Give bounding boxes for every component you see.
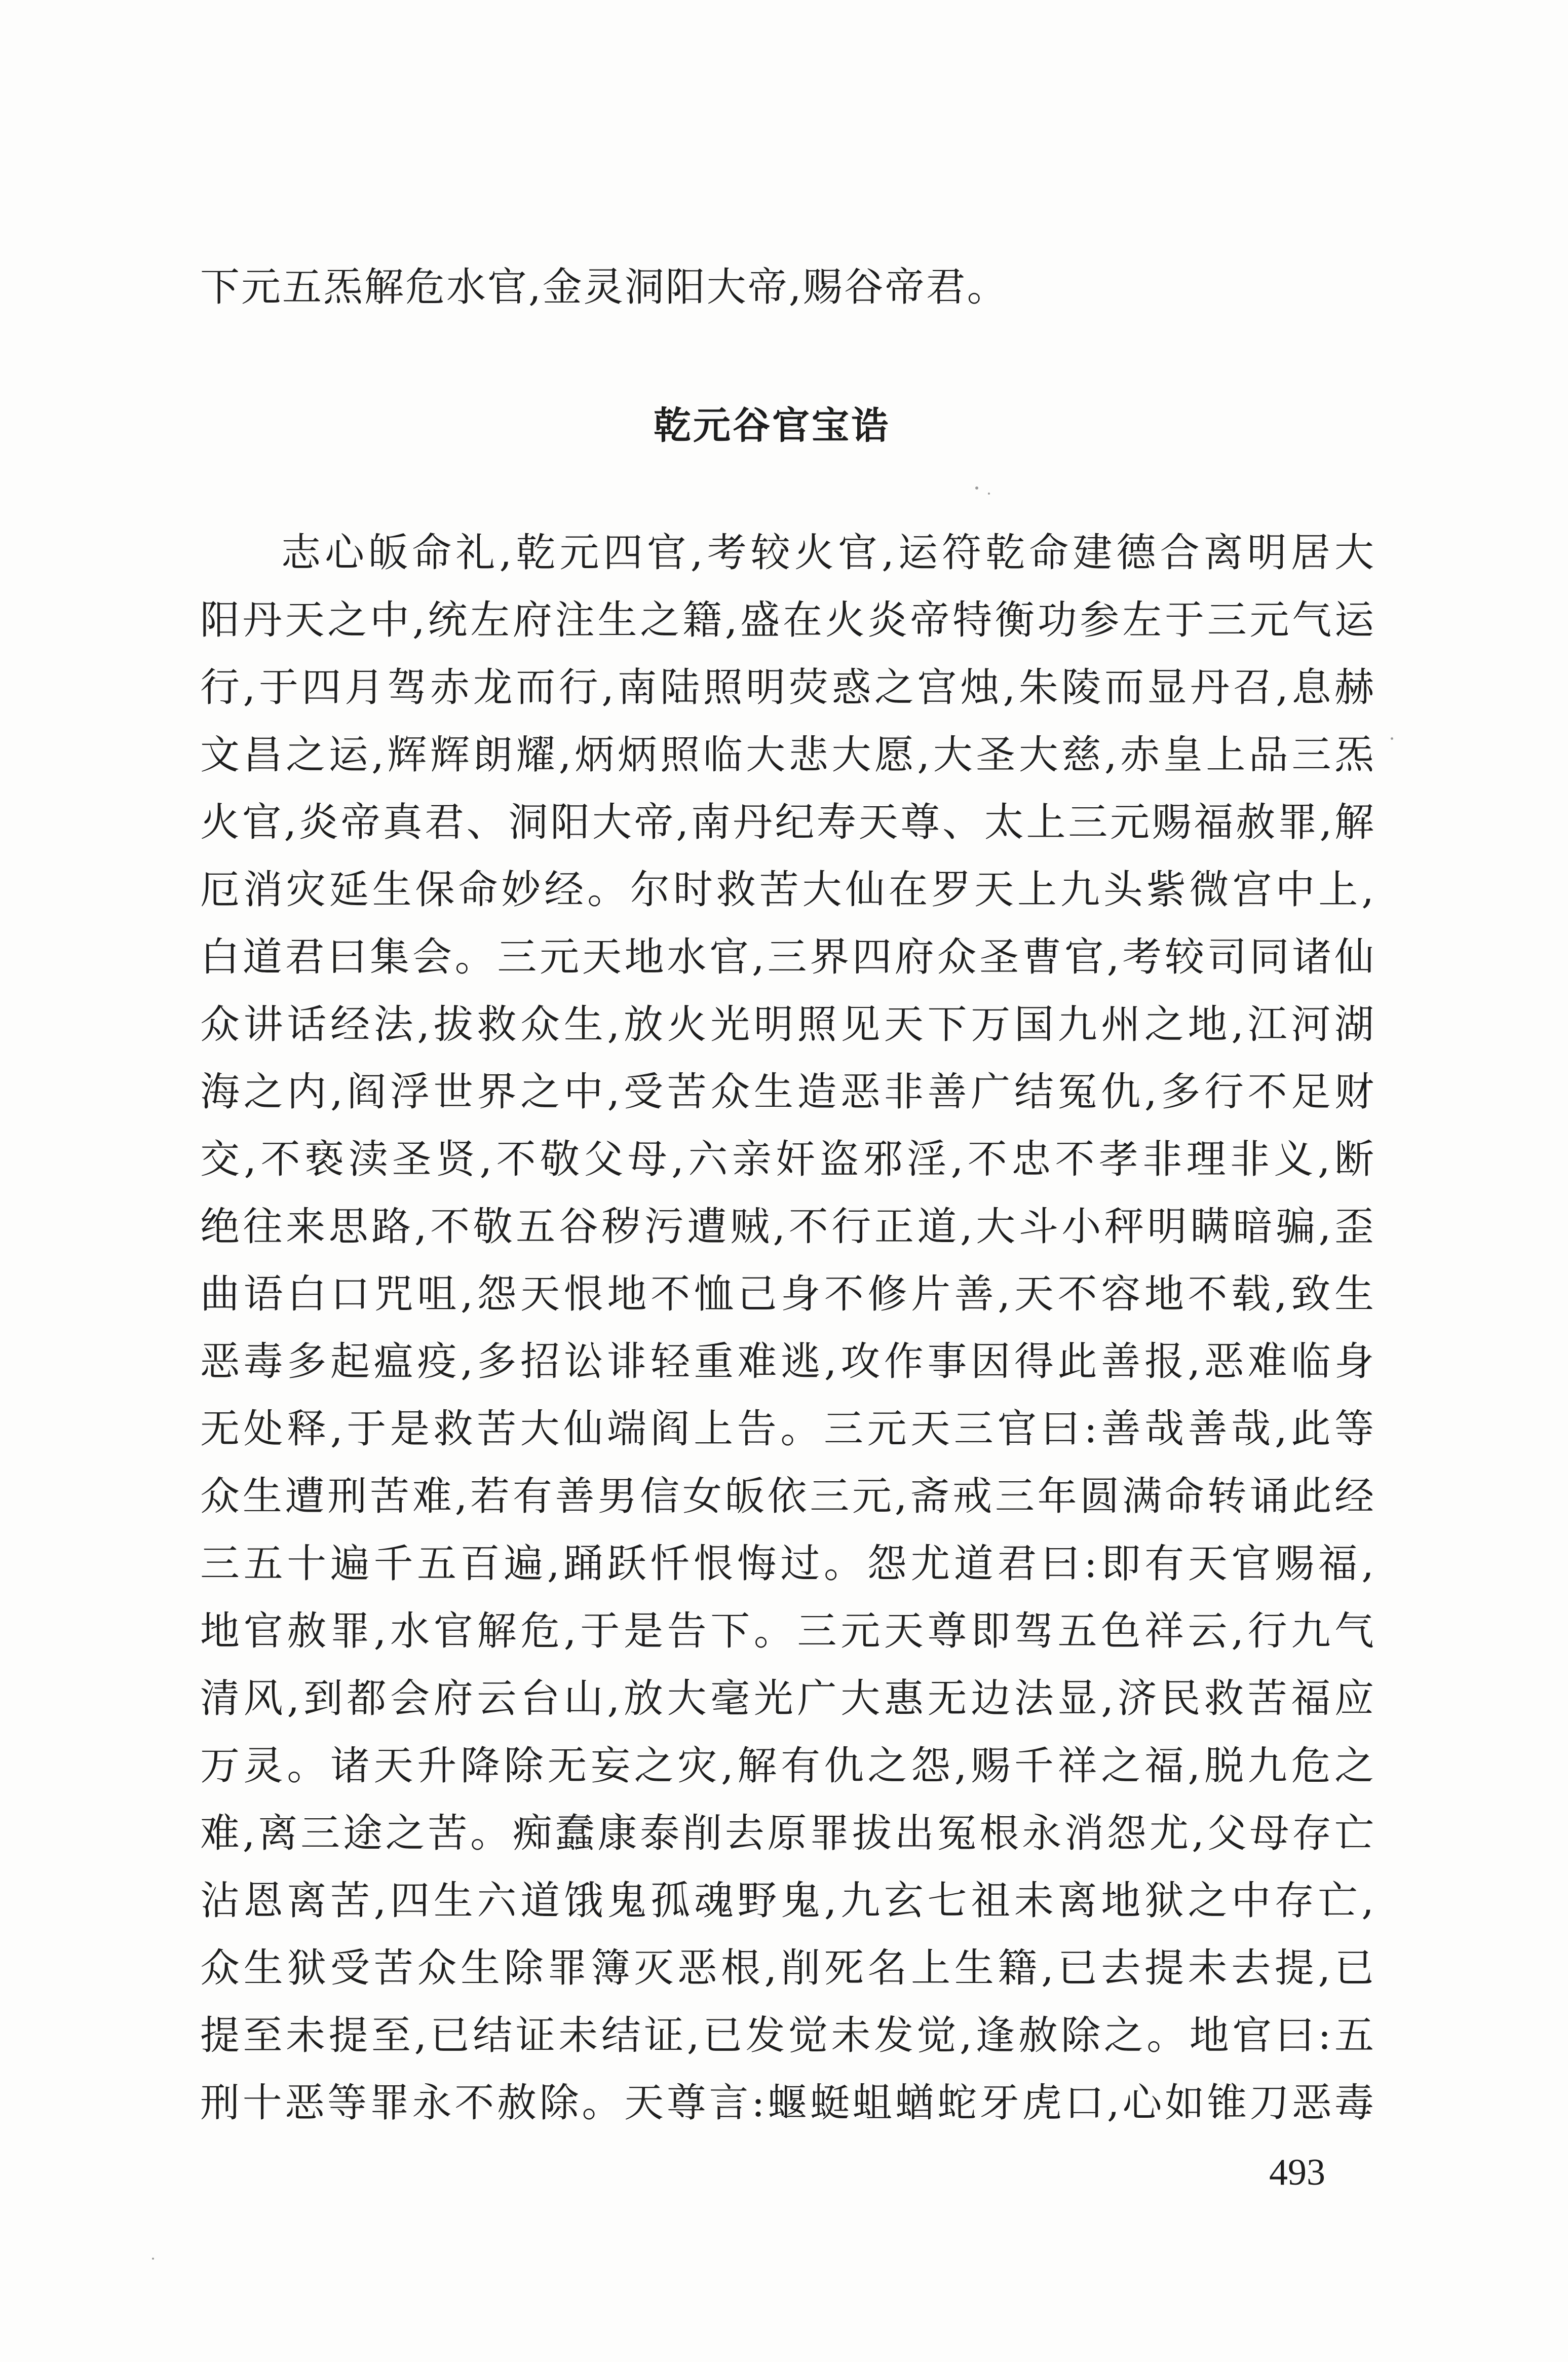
body-line-10: 交,不亵渎圣贤,不敬父母,六亲奸盗邪淫,不忠不孝非理非义,断 xyxy=(200,1137,1375,1182)
body-line-13: 恶毒多起瘟疫,多招讼诽轻重难逃,攻作事因得此善报,恶难临身 xyxy=(200,1339,1375,1384)
body-line-2: 阳丹天之中,统左府注生之籍,盛在火炎帝特衡功参左于三元气运 xyxy=(200,597,1375,643)
body-line-11: 绝往来思路,不敬五谷秽污遭贼,不行正道,大斗小秤明瞒暗骗,歪 xyxy=(200,1204,1375,1250)
body-line-5: 火官,炎帝真君、洞阳大帝,南丹纪寿天尊、太上三元赐福赦罪,解 xyxy=(200,800,1375,845)
section-title: 乾元谷官宝诰 xyxy=(654,404,891,447)
body-line-12: 曲语白口咒咀,怨天恨地不恤己身不修片善,天不容地不载,致生 xyxy=(200,1271,1375,1317)
body-line-15: 众生遭刑苦难,若有善男信女皈依三元,斋戒三年圆满命转诵此经 xyxy=(200,1474,1375,1519)
body-line-20: 难,离三途之苦。痴蠢康泰削去原罪拔出冤根永消怨尤,父母存亡 xyxy=(200,1811,1375,1856)
body-line-8: 众讲话经法,拔救众生,放火光明照见天下万国九州之地,江河湖 xyxy=(200,1002,1375,1047)
body-line-22: 众生狱受苦众生除罪簿灭恶根,削死名上生籍,已去提未去提,已 xyxy=(200,1945,1375,1991)
body-line-3: 行,于四月驾赤龙而行,南陆照明荧惑之宫烛,朱陵而显丹召,息赫 xyxy=(200,665,1375,710)
body-line-23: 提至未提至,已结证未结证,已发觉未发觉,逢赦除之。地官曰:五 xyxy=(200,2013,1375,2058)
page-number: 493 xyxy=(1269,2152,1325,2193)
body-line-16: 三五十遍千五百遍,踊跃忏恨悔过。怨尤道君曰:即有天官赐福, xyxy=(200,1541,1375,1587)
scan-speck xyxy=(975,486,978,490)
scan-speck xyxy=(1391,737,1393,740)
body-line-24: 刑十恶等罪永不赦除。天尊言:蝘蜓蛆蝤蛇牙虎口,心如锥刀恶毒 xyxy=(200,2080,1375,2126)
body-line-4: 文昌之运,辉辉朗耀,炳炳照临大悲大愿,大圣大慈,赤皇上品三炁 xyxy=(200,732,1375,778)
body-line-18: 清风,到都会府云台山,放大毫光广大惠无边法显,济民救苦福应 xyxy=(200,1676,1375,1721)
scan-speck xyxy=(152,2258,154,2260)
body-line-7: 白道君曰集会。三元天地水官,三界四府众圣曹官,考较司同诸仙 xyxy=(200,934,1375,980)
continued-text-line: 下元五炁解危水官,金灵洞阳大帝,赐谷帝君。 xyxy=(200,265,1008,310)
body-line-6: 厄消灾延生保命妙经。尔时救苦大仙在罗天上九头紫微宫中上, xyxy=(200,867,1375,913)
body-line-17: 地官赦罪,水官解危,于是告下。三元天尊即驾五色祥云,行九气 xyxy=(200,1608,1375,1654)
body-line-14: 无处释,于是救苦大仙端阎上告。三元天三官曰:善哉善哉,此等 xyxy=(200,1406,1375,1452)
body-line-21: 沾恩离苦,四生六道饿鬼孤魂野鬼,九玄七祖未离地狱之中存亡, xyxy=(200,1878,1375,1924)
body-line-9: 海之内,阎浮世界之中,受苦众生造恶非善广结冤仇,多行不足财 xyxy=(200,1069,1375,1115)
body-line-19: 万灵。诸天升降除无妄之灾,解有仇之怨,赐千祥之福,脱九危之 xyxy=(200,1743,1375,1789)
scan-speck xyxy=(988,493,990,495)
body-line-1: 志心皈命礼,乾元四官,考较火官,运符乾命建德合离明居大 xyxy=(281,530,1375,576)
